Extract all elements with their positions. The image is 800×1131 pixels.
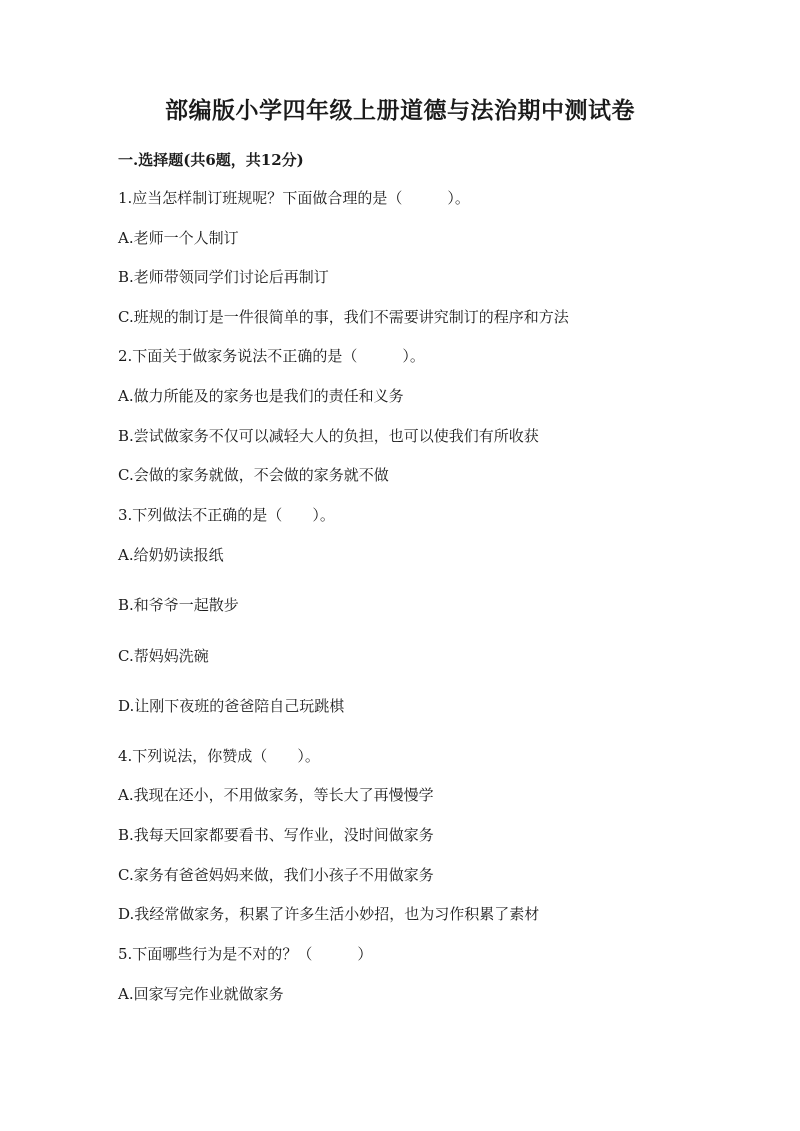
question-5-stem: 5.下面哪些行为是不对的？（ ） — [118, 945, 373, 963]
question-1-option-a: A.老师一个人制订 — [118, 229, 239, 247]
question-4-option-d: D.我经常做家务，积累了许多生活小妙招，也为习作积累了素材 — [118, 905, 540, 923]
section-heading: 一.选择题(共6题，共12分) — [118, 151, 304, 169]
question-3-option-d: D.让刚下夜班的爸爸陪自己玩跳棋 — [118, 697, 345, 715]
question-4-stem: 4.下列说法，你赞成（ ）。 — [118, 747, 320, 765]
question-3-option-a: A.给奶奶读报纸 — [118, 546, 224, 564]
question-4-option-b: B.我每天回家都要看书、写作业，没时间做家务 — [118, 826, 434, 844]
question-5-option-a: A.回家写完作业就做家务 — [118, 985, 284, 1003]
question-2-option-c: C.会做的家务就做，不会做的家务就不做 — [118, 466, 389, 484]
question-1-stem: 1.应当怎样制订班规呢？下面做合理的是（ ）。 — [118, 189, 470, 207]
question-2-option-b: B.尝试做家务不仅可以减轻大人的负担，也可以使我们有所收获 — [118, 427, 539, 445]
question-3-option-b: B.和爷爷一起散步 — [118, 596, 239, 614]
question-2-stem: 2.下面关于做家务说法不正确的是（ ）。 — [118, 347, 425, 365]
question-4-option-a: A.我现在还小，不用做家务，等长大了再慢慢学 — [118, 786, 434, 804]
question-1-option-b: B.老师带领同学们讨论后再制订 — [118, 268, 329, 286]
question-3-stem: 3.下列做法不正确的是（ ）。 — [118, 506, 335, 524]
question-3-option-c: C.帮妈妈洗碗 — [118, 647, 209, 665]
exam-title: 部编版小学四年级上册道德与法治期中测试卷 — [165, 97, 635, 124]
question-2-option-a: A.做力所能及的家务也是我们的责任和义务 — [118, 387, 404, 405]
question-4-option-c: C.家务有爸爸妈妈来做，我们小孩子不用做家务 — [118, 866, 434, 884]
question-1-option-c: C.班规的制订是一件很简单的事，我们不需要讲究制订的程序和方法 — [118, 308, 569, 326]
